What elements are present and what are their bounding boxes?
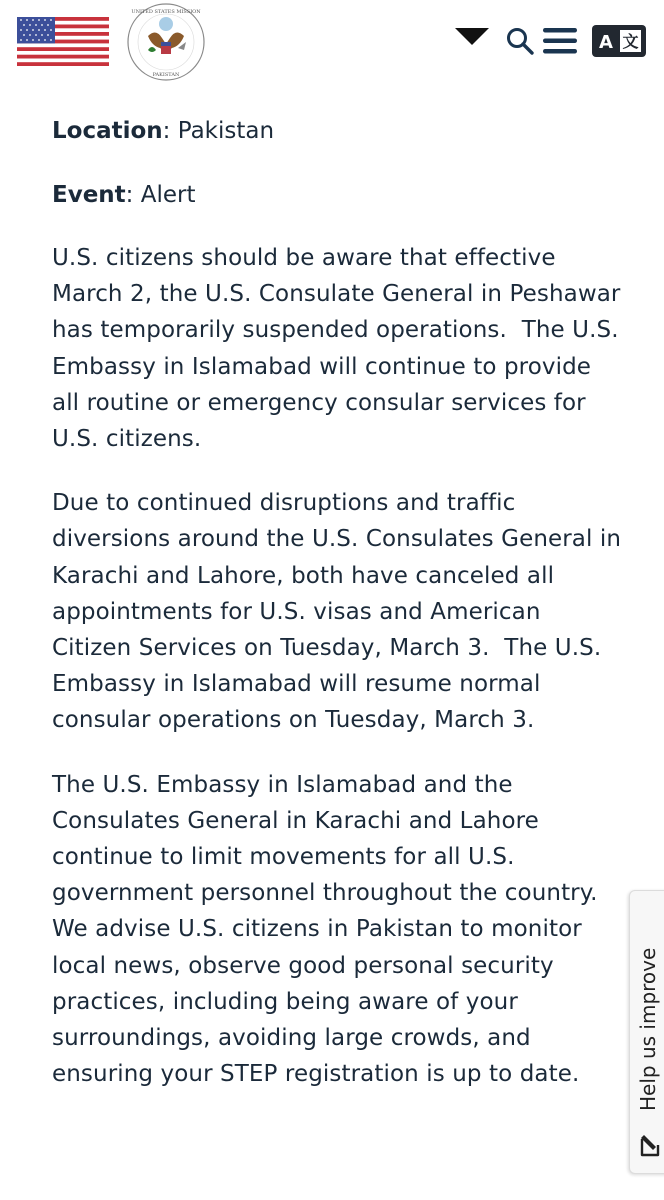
alert-paragraph-3: The U.S. Embassy in Islamabad and the Consulates General in Karachi and Lahore continue to limit movements for all U.S. government personnel throughout the country. We advise U.S. citizens in Pakistan to monitor local news, observe good personal security practices, including being aware of your surroundings, avoiding large crowds, and ensuring your STEP registration is up to date. — [52, 771, 613, 1088]
search-icon[interactable] — [505, 26, 535, 56]
feedback-label: Help us improve — [636, 947, 660, 1111]
location-line: Location: Pakistan — [52, 118, 275, 144]
event-label: Event — [52, 182, 126, 208]
mission-seal-icon[interactable] — [126, 2, 206, 82]
svg-text:UNITED STATES MISSION: UNITED STATES MISSION — [131, 9, 201, 15]
edit-icon — [638, 1131, 662, 1159]
svg-text:A: A — [599, 32, 613, 53]
svg-text:文: 文 — [622, 32, 639, 51]
alert-content — [52, 112, 629, 1120]
event-line: Event: Alert — [52, 182, 196, 208]
us-flag-icon — [17, 17, 109, 66]
svg-text:PAKISTAN: PAKISTAN — [152, 72, 180, 78]
event-value: Alert — [140, 182, 196, 208]
caret-down-icon[interactable] — [455, 28, 489, 45]
site-header — [0, 0, 664, 90]
menu-icon[interactable] — [542, 26, 578, 56]
help-us-improve-button[interactable] — [629, 890, 664, 1174]
translate-icon[interactable] — [592, 25, 646, 57]
location-value: Pakistan — [177, 118, 275, 144]
alert-paragraph-2: Due to continued disruptions and traffic diversions around the U.S. Consulates General in Karachi and Lahore, both have canceled all appointments for U.S. visas and American Citizen Services on Tuesday, March 3. The U.S. Embassy in Islamabad will resume normal consular operations on Tuesday, March 3. — [52, 490, 629, 734]
location-label: Location — [52, 118, 163, 144]
alert-paragraph-1: U.S. citizens should be aware that effective March 2, the U.S. Consulate General in Peshawar has temporarily suspended operations. The U.S. Embassy in Islamabad will continue to provide all routine or emergency consular services for U.S. citizens. — [52, 245, 628, 453]
